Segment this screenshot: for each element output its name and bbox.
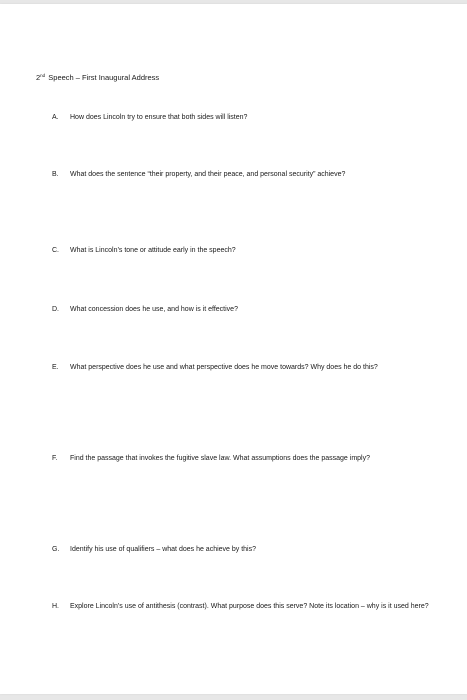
question-text: How does Lincoln try to ensure that both sides will listen?	[70, 114, 248, 121]
question-text: Identify his use of qualifiers – what does he achieve by this?	[70, 546, 256, 553]
question-text: What concession does he use, and how is it effective?	[70, 306, 238, 313]
question-letter: B.	[52, 171, 59, 178]
question-letter: A.	[52, 114, 59, 121]
question-b	[52, 169, 447, 180]
document-page	[0, 4, 467, 694]
question-letter: H.	[52, 603, 59, 610]
question-e	[52, 362, 447, 373]
page-title	[36, 71, 159, 83]
question-f	[52, 453, 447, 464]
question-letter: E.	[52, 364, 59, 371]
title-text: Speech – First Inaugural Address	[46, 73, 160, 82]
question-h	[52, 601, 447, 612]
question-g	[52, 544, 447, 555]
question-text: What does the sentence “their property, and their peace, and personal security” achieve?	[70, 171, 346, 178]
question-a	[52, 112, 447, 123]
title-number: 2	[36, 73, 41, 82]
question-letter: G.	[52, 546, 60, 553]
question-text: What is Lincoln’s tone or attitude early in the speech?	[70, 247, 236, 254]
question-c	[52, 245, 447, 256]
question-d	[52, 304, 447, 315]
question-letter: C.	[52, 247, 59, 254]
title-ordinal-suffix: nd	[40, 73, 46, 78]
question-text: What perspective does he use and what perspective does he move towards? Why does he do this?	[70, 364, 378, 371]
question-text: Explore Lincoln’s use of antithesis (contrast). What purpose does this serve? Note its location – why is it used here?	[70, 603, 429, 610]
question-letter: D.	[52, 306, 59, 313]
question-letter: F.	[52, 455, 58, 462]
question-text: Find the passage that invokes the fugitive slave law. What assumptions does the passage imply?	[70, 455, 371, 462]
